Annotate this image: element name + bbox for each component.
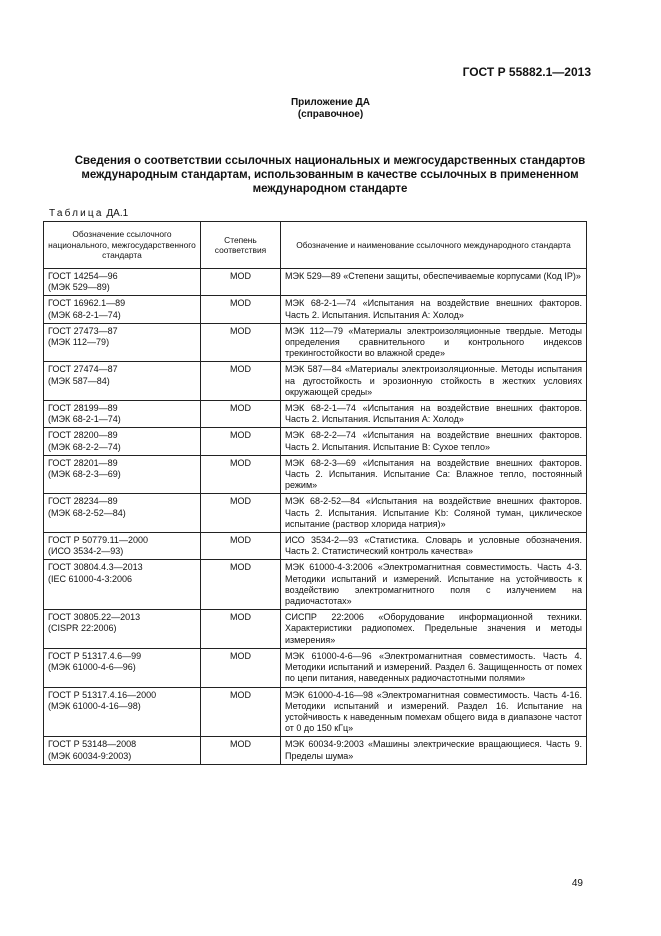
- degree-cell: MOD: [201, 296, 281, 323]
- section-title: Сведения о соответствии ссылочных национальных и межгосударственных стандартов международным стандартам, использованным в качестве ссылочных в примененном международном стандарте: [74, 155, 586, 195]
- degree-cell: MOD: [201, 428, 281, 455]
- degree-cell: MOD: [201, 610, 281, 649]
- national-standard-cell: ГОСТ Р 53148—2008 (МЭК 60034-9:2003): [44, 737, 201, 764]
- degree-cell: MOD: [201, 269, 281, 296]
- national-standard-cell: ГОСТ 30804.4.3—2013 (IEC 61000-4-3:2006: [44, 560, 201, 610]
- appendix-subtitle: (справочное): [297, 109, 364, 120]
- national-standard-cell: ГОСТ 16962.1—89 (МЭК 68-2-1—74): [44, 296, 201, 323]
- header-degree: Степень соответствия: [201, 222, 281, 269]
- degree-cell: MOD: [201, 494, 281, 533]
- table-label: [49, 208, 128, 219]
- international-standard-cell: СИСПР 22:2006 «Оборудование информационной техники. Характеристики радиопомех. Предельные значения и методы измерения»: [281, 610, 587, 649]
- national-standard-cell: ГОСТ 28200—89 (МЭК 68-2-2—74): [44, 428, 201, 455]
- national-standard-cell: ГОСТ 27473—87 (МЭК 112—79): [44, 323, 201, 362]
- degree-cell: MOD: [201, 648, 281, 687]
- table-header-row: [44, 222, 587, 269]
- header-international-standard: Обозначение и наименование ссылочного международного стандарта: [281, 222, 587, 269]
- international-standard-cell: МЭК 529—89 «Степени защиты, обеспечиваемые корпусами (Код IP)»: [281, 269, 587, 296]
- degree-cell: MOD: [201, 401, 281, 428]
- table-row: [44, 401, 587, 428]
- international-standard-cell: МЭК 112—79 «Материалы электроизоляционные твердые. Методы определения сравнительного и контрольного индексов трекингостойкости во влажной среде»: [281, 323, 587, 362]
- national-standard-cell: ГОСТ 27474—87 (МЭК 587—84): [44, 362, 201, 401]
- national-standard-cell: ГОСТ Р 50779.11—2000 (ИСО 3534-2—93): [44, 533, 201, 560]
- table-row: [44, 494, 587, 533]
- international-standard-cell: МЭК 61000-4-3:2006 «Электромагнитная совместимость. Часть 4-3. Методики испытаний и измерений. Испытание на устойчивость к воздействию электромагнитного поля с излучением на радиочастотах»: [281, 560, 587, 610]
- table-row: [44, 610, 587, 649]
- international-standard-cell: МЭК 68-2-1—74 «Испытания на воздействие внешних факторов. Часть 2. Испытания. Испытания А: Холод»: [281, 401, 587, 428]
- header-national-standard: Обозначение ссылочного национального, межгосударственного стандарта: [44, 222, 201, 269]
- international-standard-cell: МЭК 68-2-3—69 «Испытания на воздействие внешних факторов. Часть 2. Испытания. Испытание Са: Влажное тепло, постоянный режим»: [281, 455, 587, 494]
- table-row: [44, 269, 587, 296]
- degree-cell: MOD: [201, 737, 281, 764]
- degree-cell: MOD: [201, 455, 281, 494]
- national-standard-cell: ГОСТ 28234—89 (МЭК 68-2-52—84): [44, 494, 201, 533]
- table-row: [44, 560, 587, 610]
- degree-cell: MOD: [201, 323, 281, 362]
- table-row: [44, 533, 587, 560]
- national-standard-cell: ГОСТ 30805.22—2013 (CISPR 22:2006): [44, 610, 201, 649]
- international-standard-cell: МЭК 61000-4-16—98 «Электромагнитная совместимость. Часть 4-16. Методики испытаний и измерений. Раздел 16. Испытание на устойчивость к наведенным помехам общего вида в диапазоне частот от 0 до 150 кГц»: [281, 687, 587, 737]
- table-row: [44, 648, 587, 687]
- national-standard-cell: ГОСТ 14254—96 (МЭК 529—89): [44, 269, 201, 296]
- table-row: [44, 737, 587, 764]
- international-standard-cell: МЭК 68-2-2—74 «Испытания на воздействие внешних факторов. Часть 2. Испытания. Испытание В: Сухое тепло»: [281, 428, 587, 455]
- degree-cell: MOD: [201, 687, 281, 737]
- document-header: ГОСТ Р 55882.1—2013: [462, 65, 591, 79]
- page-number: 49: [571, 878, 583, 889]
- international-standard-cell: МЭК 61000-4-6—96 «Электромагнитная совместимость. Часть 4. Методики испытаний и измерений. Раздел 6. Защищенность от помех по цепи питания, наведенных радиочастотными полями»: [281, 648, 587, 687]
- degree-cell: MOD: [201, 560, 281, 610]
- table-row: [44, 296, 587, 323]
- table-row: [44, 428, 587, 455]
- international-standard-cell: МЭК 60034-9:2003 «Машины электрические вращающиеся. Часть 9. Пределы шума»: [281, 737, 587, 764]
- international-standard-cell: МЭК 587—84 «Материалы электроизоляционные. Методы испытания на дугостойкость и эрозионную стойкость в жестких условиях окружающей среды»: [281, 362, 587, 401]
- degree-cell: MOD: [201, 533, 281, 560]
- table-label-number: ДА.1: [106, 208, 129, 219]
- appendix-title: Приложение ДА: [290, 97, 371, 108]
- national-standard-cell: ГОСТ 28199—89 (МЭК 68-2-1—74): [44, 401, 201, 428]
- national-standard-cell: ГОСТ Р 51317.4.16—2000 (МЭК 61000-4-16—98): [44, 687, 201, 737]
- national-standard-cell: ГОСТ Р 51317.4.6—99 (МЭК 61000-4-6—96): [44, 648, 201, 687]
- international-standard-cell: МЭК 68-2-52—84 «Испытания на воздействие внешних факторов. Часть 2. Испытания. Испытание Kb: Соляной туман, циклическое испытание (раствор хлорида натрия)»: [281, 494, 587, 533]
- national-standard-cell: ГОСТ 28201—89 (МЭК 68-2-3—69): [44, 455, 201, 494]
- table-label-word: Таблица: [49, 208, 104, 219]
- table-row: [44, 362, 587, 401]
- table-row: [44, 455, 587, 494]
- international-standard-cell: ИСО 3534-2—93 «Статистика. Словарь и условные обозначения. Часть 2. Статистический контроль качества»: [281, 533, 587, 560]
- appendix-heading: [0, 97, 661, 121]
- degree-cell: MOD: [201, 362, 281, 401]
- table-row: [44, 323, 587, 362]
- correspondence-table: [43, 221, 587, 765]
- international-standard-cell: МЭК 68-2-1—74 «Испытания на воздействие внешних факторов. Часть 2. Испытания. Испытания А: Холод»: [281, 296, 587, 323]
- table-row: [44, 687, 587, 737]
